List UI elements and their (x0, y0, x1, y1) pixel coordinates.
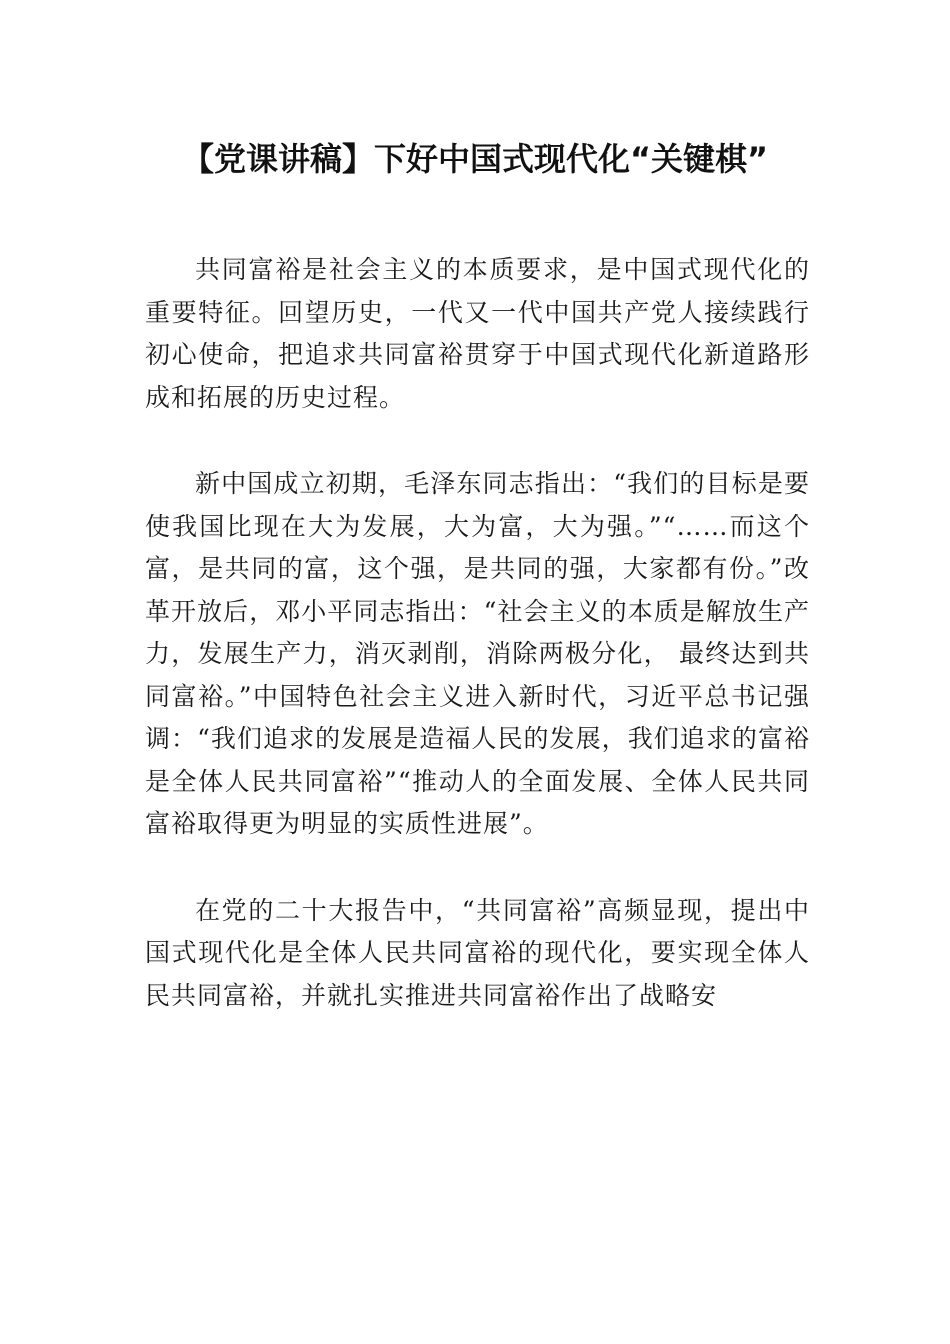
paragraph-2: 新中国成立初期，毛泽东同志指出：“我们的目标是要使我国比现在大为发展，大为富，大为强。”“……而这个富，是共同的富，这个强，是共同的强，大家都有份。”改革开放后，邓小平同志指出：“社会主义的本质是解放生产力，发展生产力，消灭剥削，消除两极分化， 最终达到共同富裕。”中国特色社会主义进入新时代，习近平总书记强调：“我们追求的发展是造福人民的发展，我们追求的富裕是全体人民共同富裕”“推动人的全面发展、全体人民共同富裕取得更为明显的实质性进展”。 (145, 469, 810, 838)
document-body (145, 249, 810, 1061)
paragraph-3: 在党的二十大报告中，“共同富裕”高频显现，提出中国式现代化是全体人民共同富裕的现代化，要实现全体人民共同富裕，并就扎实推进共同富裕作出了战略安 (145, 895, 810, 1010)
paragraph-1: 共同富裕是社会主义的本质要求，是中国式现代化的重要特征。回望历史，一代又一代中国共产党人接续践行初心使命，把追求共同富裕贯穿于中国式现代化新道路形成和拓展的历史过程。 (145, 255, 810, 412)
document-title: 【党课讲稿】下好中国式现代化“关键棋” (181, 140, 769, 178)
